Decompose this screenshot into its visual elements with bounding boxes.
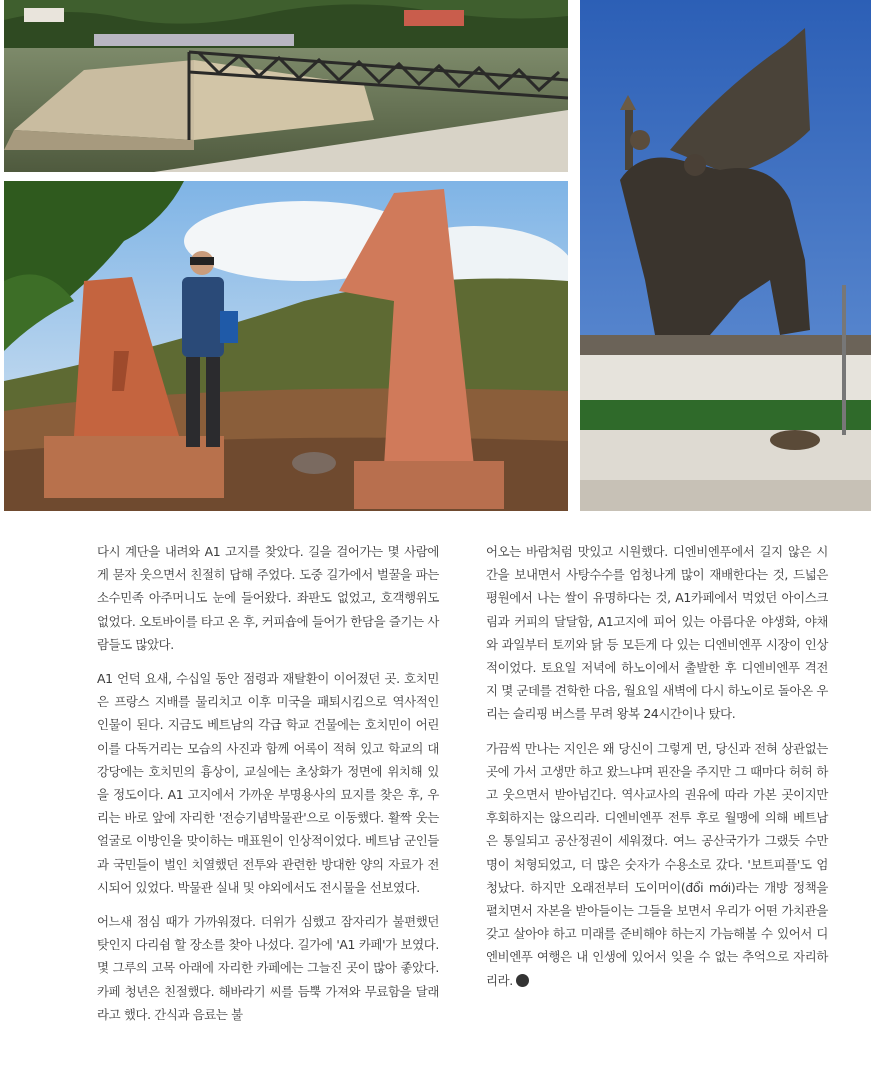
bridge-photo (4, 0, 568, 172)
article-column-left (97, 540, 439, 1037)
end-mark-icon (516, 974, 529, 987)
victory-statue-photo (580, 0, 871, 511)
final-paragraph-text: 가끔씩 만나는 지인은 왜 당신이 그렇게 먼, 당신과 전혀 상관없는 곳에 가서 고생만 하고 왔느냐며 핀잔을 주지만 그 때마다 허허 하고 웃으면서 받아넘긴다. 역사교사의 권유에 따라 가본 곳이지만 후회하지는 않으리라. 디엔비엔푸 전투 후로 월맹에 의해 베트남은 통일되고 공산정권이 세워졌다. 여느 공산국가가 그랬듯 수만 명이 처형되었고, 더 많은 숫자가 수용소로 갔다. '보트피플'도 엄청났다. 하지만 오래전부터 도이머이(đổi mới)라는 개방 정책을 펼치면서 자본을 받아들이는 그들을 보면서 우리가 어떤 가치관을 갖고 살아야 하고 미래를 준비해야 하는지 가늠해볼 수 있어서 디엔비엔푸 여행은 내 인생에 있어서 잊을 수 없는 추억으로 자리하리라. (486, 740, 828, 988)
a1-marker-photo (4, 181, 568, 511)
paragraph: 다시 계단을 내려와 A1 고지를 찾았다. 길을 걸어가는 몇 사람에게 묻자 웃으면서 친절히 답해 주었다. 도중 길가에서 벌꿀을 파는 소수민족 아주머니도 눈에 들어왔다. 좌판도 없었고, 호객행위도 없었다. 오토바이를 타고 온 후, 커피숍에 들어가 한담을 즐기는 사람들도 많았다. (97, 544, 439, 652)
paragraph: 어느새 점심 때가 가까워졌다. 더위가 심했고 잠자리가 불편했던 탓인지 다리쉼 할 장소를 찾아 나섰다. 길가에 'A1 카페'가 보였다. 몇 그루의 고목 아래에 자리한 카페에는 그늘진 곳이 많아 좋았다. 카페 청년은 친절했다. 해바라기 씨를 듬뿍 가져와 무료함을 달래라고 했다. 간식과 음료는 불 (97, 914, 439, 1022)
paragraph-final (486, 737, 828, 992)
paragraph: 어오는 바람처럼 맛있고 시원했다. 디엔비엔푸에서 길지 않은 시간을 보내면서 사탕수수를 엄청나게 많이 재배한다는 것, 드넓은 평원에서 나는 쌀이 유명하다는 것, A1카페에서 먹었던 아이스크림과 커피의 달달함, A1고지에 피어 있는 아름다운 야생화, 야채와 과일부터 토끼와 닭 등 모든게 다 있는 디엔비엔푸 시장이 인상적이었다. 토요일 저녁에 하노이에서 출발한 후 디엔비엔푸 격전지 몇 군데를 견학한 다음, 월요일 새벽에 다시 하노이로 돌아온 우리는 슬리핑 버스를 무려 왕복 24시간이나 탔다. (486, 544, 828, 722)
article-column-right (486, 540, 828, 1003)
paragraph: A1 언덕 요새, 수십일 동안 점령과 재탈환이 이어졌던 곳. 호치민은 프랑스 지배를 물리치고 이후 미국을 패퇴시킴으로 역사적인 인물이 된다. 지금도 베트남의 각급 학교 건물에는 호치민이 어린이를 다독거리는 모습의 사진과 함께 어록이 적혀 있고 학교의 대강당에는 호치민의 흉상이, 교실에는 초상화가 정면에 위치해 있을 정도이다. A1 고지에서 가까운 부명용사의 묘지를 찾은 후, 우리는 바로 앞에 자리한 '전승기념박물관'으로 이동했다. 활짝 웃는 얼굴로 이방인을 맞이하는 매표원이 인상적이었다. 베트남 군인들과 국민들이 벌인 치열했던 전투와 관련한 방대한 양의 자료가 전시되어 있었다. 박물관 실내 및 야외에서도 전시물을 선보였다. (97, 671, 439, 895)
